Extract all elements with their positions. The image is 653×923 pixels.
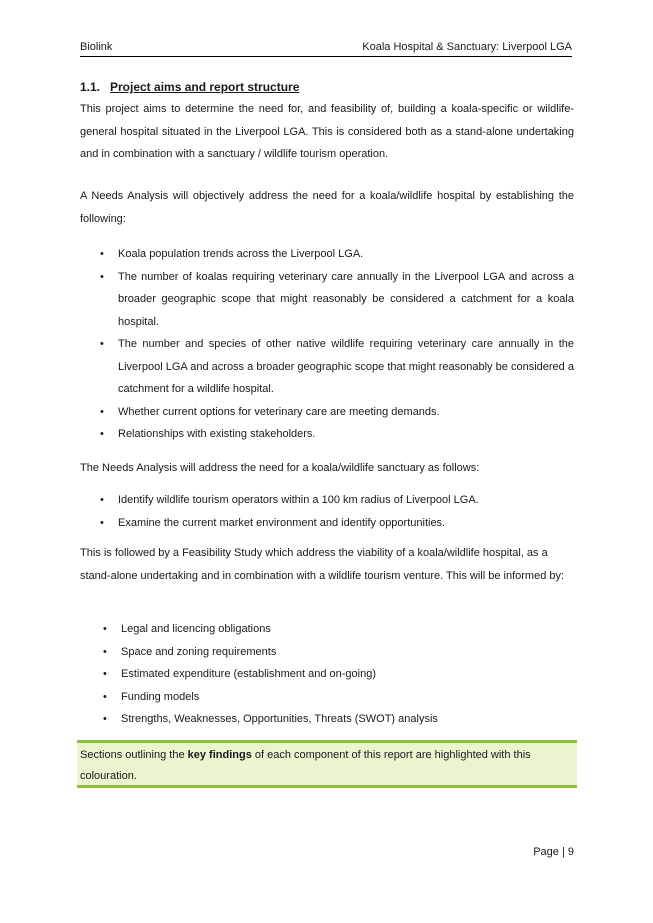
list-item-text: Space and zoning requirements [121, 645, 277, 658]
callout-text-before: Sections outlining the [80, 749, 188, 761]
page-header [80, 40, 572, 57]
list-item [0, 618, 653, 641]
key-findings-callout [77, 740, 577, 788]
paragraph-project-aims: This project aims to determine the need for, and feasibility of, building a koala-specific or wildlife-general hospital situated in the Liverpool LGA. This is considered both as a stand-alone undertaking and in combination with a sanctuary / wildlife tourism operation. [80, 103, 574, 160]
paragraph-needs-analysis-intro: A Needs Analysis will objectively address the need for a koala/wildlife hospital by establishing the following: [80, 190, 574, 225]
list-item-text: The number and species of other native wildlife requiring veterinary care annually in the Liverpool LGA and across a broader geographic scope that might reasonably be considered a catchment for a wildlife hospital. [118, 338, 574, 395]
list-item [0, 512, 653, 535]
bullet-icon: • [100, 270, 104, 283]
list-item [0, 243, 653, 266]
callout-bold-key-findings: key findings [187, 749, 252, 761]
header-org-name: Biolink [80, 41, 113, 53]
section-number: 1.1. [80, 80, 101, 94]
list-item [0, 333, 653, 401]
list-item-text: The number of koalas requiring veterinary care annually in the Liverpool LGA and across a broader geographic scope that might reasonably be considered a catchment for a koala hospital. [118, 270, 574, 328]
list-item [0, 423, 653, 446]
list-item-text: Estimated expenditure (establishment and on-going) [121, 668, 376, 680]
list-item [0, 641, 653, 664]
bullet-icon: • [103, 713, 107, 725]
list-item [0, 686, 653, 709]
bullet-icon: • [100, 405, 104, 418]
needs-analysis-list [0, 243, 653, 446]
bullet-icon: • [103, 645, 107, 658]
bullet-icon: • [103, 668, 107, 680]
feasibility-list [0, 618, 653, 731]
list-item-text: Strengths, Weaknesses, Opportunities, Threats (SWOT) analysis [121, 713, 438, 725]
list-item [0, 663, 653, 686]
bullet-icon: • [100, 516, 104, 529]
bullet-icon: • [100, 248, 104, 260]
paragraph-sanctuary-intro: The Needs Analysis will address the need for a koala/wildlife sanctuary as follows: [80, 462, 480, 474]
list-item [0, 708, 653, 731]
paragraph-feasibility-intro: This is followed by a Feasibility Study which address the viability of a koala/wildlife hospital, as a stand-alone undertaking and in combination with a wildlife tourism venture. This will be informed by: [80, 547, 565, 582]
list-item [0, 401, 653, 424]
list-item-text: Examine the current market environment and identify opportunities. [118, 516, 446, 529]
list-item-text: Relationships with existing stakeholders. [118, 428, 316, 440]
header-report-title: Koala Hospital & Sanctuary: Liverpool LGA [362, 41, 572, 53]
list-item [0, 266, 653, 334]
section-title: Project aims and report structure [110, 80, 300, 94]
sanctuary-list [0, 489, 653, 534]
bullet-icon: • [100, 494, 104, 506]
list-item-text: Funding models [121, 690, 200, 703]
list-item-text: Whether current options for veterinary care are meeting demands. [118, 405, 440, 418]
list-item [0, 489, 653, 512]
callout-text-after: of each component of this report are highlighted with this colouration. [80, 749, 531, 782]
bullet-icon: • [103, 623, 107, 635]
bullet-icon: • [103, 690, 107, 703]
bullet-icon: • [100, 428, 104, 440]
bullet-icon: • [100, 338, 104, 350]
list-item-text: Identify wildlife tourism operators within a 100 km radius of Liverpool LGA. [118, 494, 479, 506]
section-heading [80, 80, 299, 94]
page-number: Page | 9 [533, 846, 574, 858]
list-item-text: Legal and licencing obligations [121, 623, 271, 635]
list-item-text: Koala population trends across the Liverpool LGA. [118, 248, 364, 260]
